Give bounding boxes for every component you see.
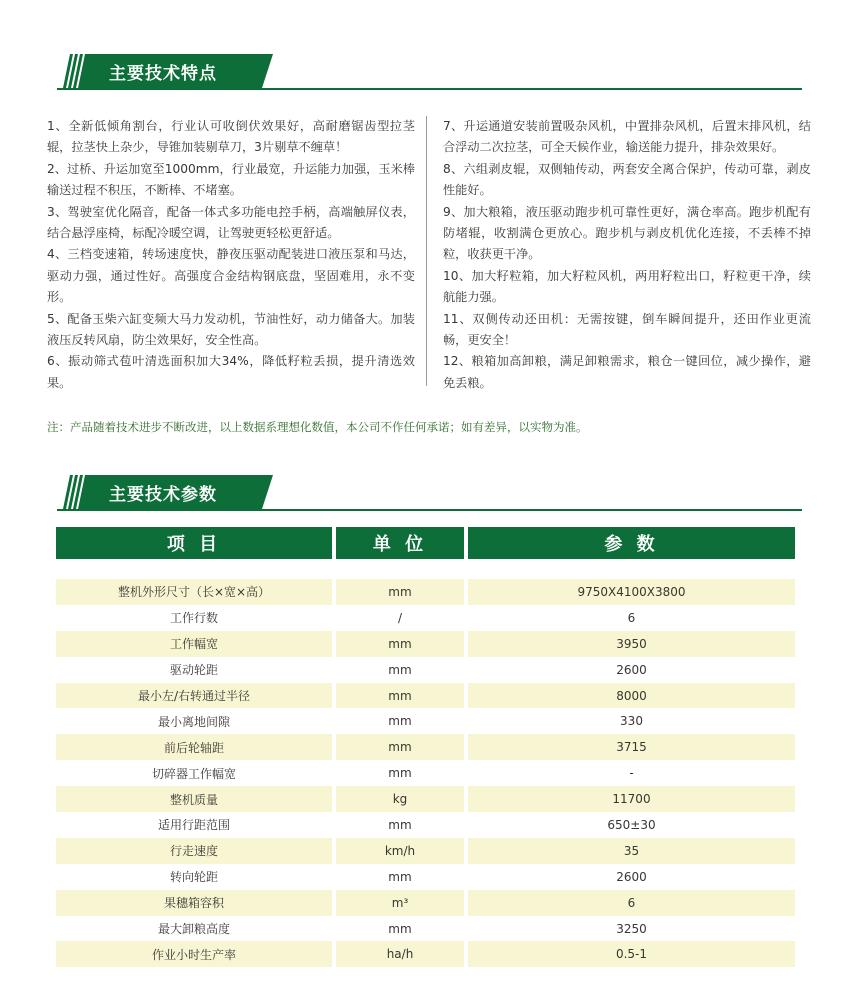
cell-value: 3250 (468, 916, 795, 942)
feature-item: 9、加大粮箱，液压驱动跑步机可靠性更好，满仓率高。跑步机配有防堵辊，收割满仓更放心。跑步机与剥皮机优化连接，不丢棒不掉粒，收获更干净。 (443, 204, 811, 262)
cell-unit: / (336, 605, 464, 631)
table-row (56, 683, 795, 709)
features-section-banner (57, 54, 802, 90)
cell-item: 整机质量 (56, 786, 332, 812)
section-title: 主要技术参数 (109, 485, 217, 505)
cell-value: 3715 (468, 734, 795, 760)
feature-item: 4、三档变速箱，转场速度快，静夜压驱动配装进口液压泵和马达，驱动力强，通过性好。高强度合金结构钢底盘，坚固难用，永不变形。 (47, 247, 415, 305)
table-row (56, 786, 795, 812)
cell-value: 3950 (468, 631, 795, 657)
table-row (56, 631, 795, 657)
cell-item: 最小离地间隙 (56, 708, 332, 734)
cell-unit: m³ (336, 890, 464, 916)
header-unit: 单 位 (336, 527, 464, 559)
cell-item: 驱动轮距 (56, 657, 332, 683)
cell-unit: ha/h (336, 941, 464, 967)
cell-item: 切碎器工作幅宽 (56, 760, 332, 786)
cell-unit: mm (336, 631, 464, 657)
banner-tab (57, 475, 273, 509)
features-left-column (47, 116, 415, 394)
cell-item: 工作行数 (56, 605, 332, 631)
table-row (56, 579, 795, 605)
features-list (47, 116, 827, 391)
table-row (56, 734, 795, 760)
cell-item: 果穗箱容积 (56, 890, 332, 916)
table-row (56, 657, 795, 683)
table-row (56, 605, 795, 631)
cell-item: 行走速度 (56, 838, 332, 864)
banner-tab (57, 54, 273, 88)
cell-unit: mm (336, 916, 464, 942)
feature-item: 3、驾驶室优化隔音，配备一体式多功能电控手柄，高端触屏仪表，结合悬浮座椅，标配冷暖空调，让驾驶更轻松更舒适。 (47, 204, 415, 241)
table-row (56, 941, 795, 967)
cell-unit: mm (336, 864, 464, 890)
section-title: 主要技术特点 (109, 64, 217, 84)
table-row (56, 708, 795, 734)
table-row (56, 916, 795, 942)
feature-item: 8、六组剥皮辊，双侧轴传动，两套安全离合保护，传动可靠，剥皮性能好。 (443, 161, 811, 198)
column-divider (426, 116, 427, 386)
table-row (56, 812, 795, 838)
cell-item: 整机外形尺寸（长×宽×高） (56, 579, 332, 605)
feature-item: 5、配备玉柴六缸变频大马力发动机，节油性好，动力储备大。加装液压反转风扇，防尘效果好，安全性高。 (47, 311, 415, 348)
cell-unit: mm (336, 812, 464, 838)
cell-value: 650±30 (468, 812, 795, 838)
params-section-banner (57, 475, 802, 511)
cell-unit: mm (336, 760, 464, 786)
table-row (56, 890, 795, 916)
cell-unit: mm (336, 734, 464, 760)
cell-item: 最大卸粮高度 (56, 916, 332, 942)
feature-item: 7、升运通道安装前置吸杂风机，中置排杂风机，后置末排风机，结合浮动二次拉茎，可全天候作业，输送能力提升，排杂效果好。 (443, 119, 811, 155)
banner-underline (57, 88, 802, 90)
cell-value: 2600 (468, 864, 795, 890)
features-right-column (443, 116, 811, 394)
cell-value: 6 (468, 605, 795, 631)
cell-value: - (468, 760, 795, 786)
spec-table (52, 527, 799, 967)
cell-unit: mm (336, 657, 464, 683)
cell-item: 最小左/右转通过半径 (56, 683, 332, 709)
cell-unit: kg (336, 786, 464, 812)
cell-unit: mm (336, 579, 464, 605)
cell-item: 前后轮轴距 (56, 734, 332, 760)
table-row (56, 864, 795, 890)
cell-unit: km/h (336, 838, 464, 864)
cell-value: 6 (468, 890, 795, 916)
disclaimer-note: 注：产品随着技术进步不断改进，以上数据系理想化数值，本公司不作任何承诺；如有差异，以实物为准。 (47, 420, 588, 434)
header-value: 参 数 (468, 527, 795, 559)
feature-item: 1、全新低倾角割台，行业认可收倒伏效果好，高耐磨锯齿型拉茎辊，拉茎快上杂少，导锥加装剔草刀，3片剔草不缠草！ (47, 119, 415, 155)
cell-item: 转向轮距 (56, 864, 332, 890)
cell-unit: mm (336, 708, 464, 734)
table-row (56, 760, 795, 786)
cell-value: 2600 (468, 657, 795, 683)
feature-item: 2、过桥、升运加宽至1000mm，行业最宽，升运能力加强，玉米棒输送过程不积压，不断棒、不堵塞。 (47, 161, 415, 198)
cell-value: 9750X4100X3800 (468, 579, 795, 605)
cell-item: 适用行距范围 (56, 812, 332, 838)
feature-item: 10、加大籽粒箱，加大籽粒风机，两用籽粒出口，籽粒更干净，续航能力强。 (443, 268, 811, 305)
banner-underline (57, 509, 802, 511)
table-header-row (56, 527, 795, 559)
feature-item: 6、振动筛式苞叶清选面积加大34%，降低籽粒丢损，提升清选效果。 (47, 354, 415, 390)
cell-value: 8000 (468, 683, 795, 709)
cell-item: 工作幅宽 (56, 631, 332, 657)
feature-item: 12、粮箱加高卸粮，满足卸粮需求，粮仓一键回位，减少操作，避免丢粮。 (443, 354, 811, 390)
cell-value: 11700 (468, 786, 795, 812)
cell-item: 作业小时生产率 (56, 941, 332, 967)
cell-value: 330 (468, 708, 795, 734)
cell-unit: mm (336, 683, 464, 709)
cell-value: 0.5-1 (468, 941, 795, 967)
table-row (56, 838, 795, 864)
header-item: 项 目 (56, 527, 332, 559)
cell-value: 35 (468, 838, 795, 864)
feature-item: 11、双侧传动还田机：无需按键，倒车瞬间提升，还田作业更流畅，更安全！ (443, 311, 811, 348)
